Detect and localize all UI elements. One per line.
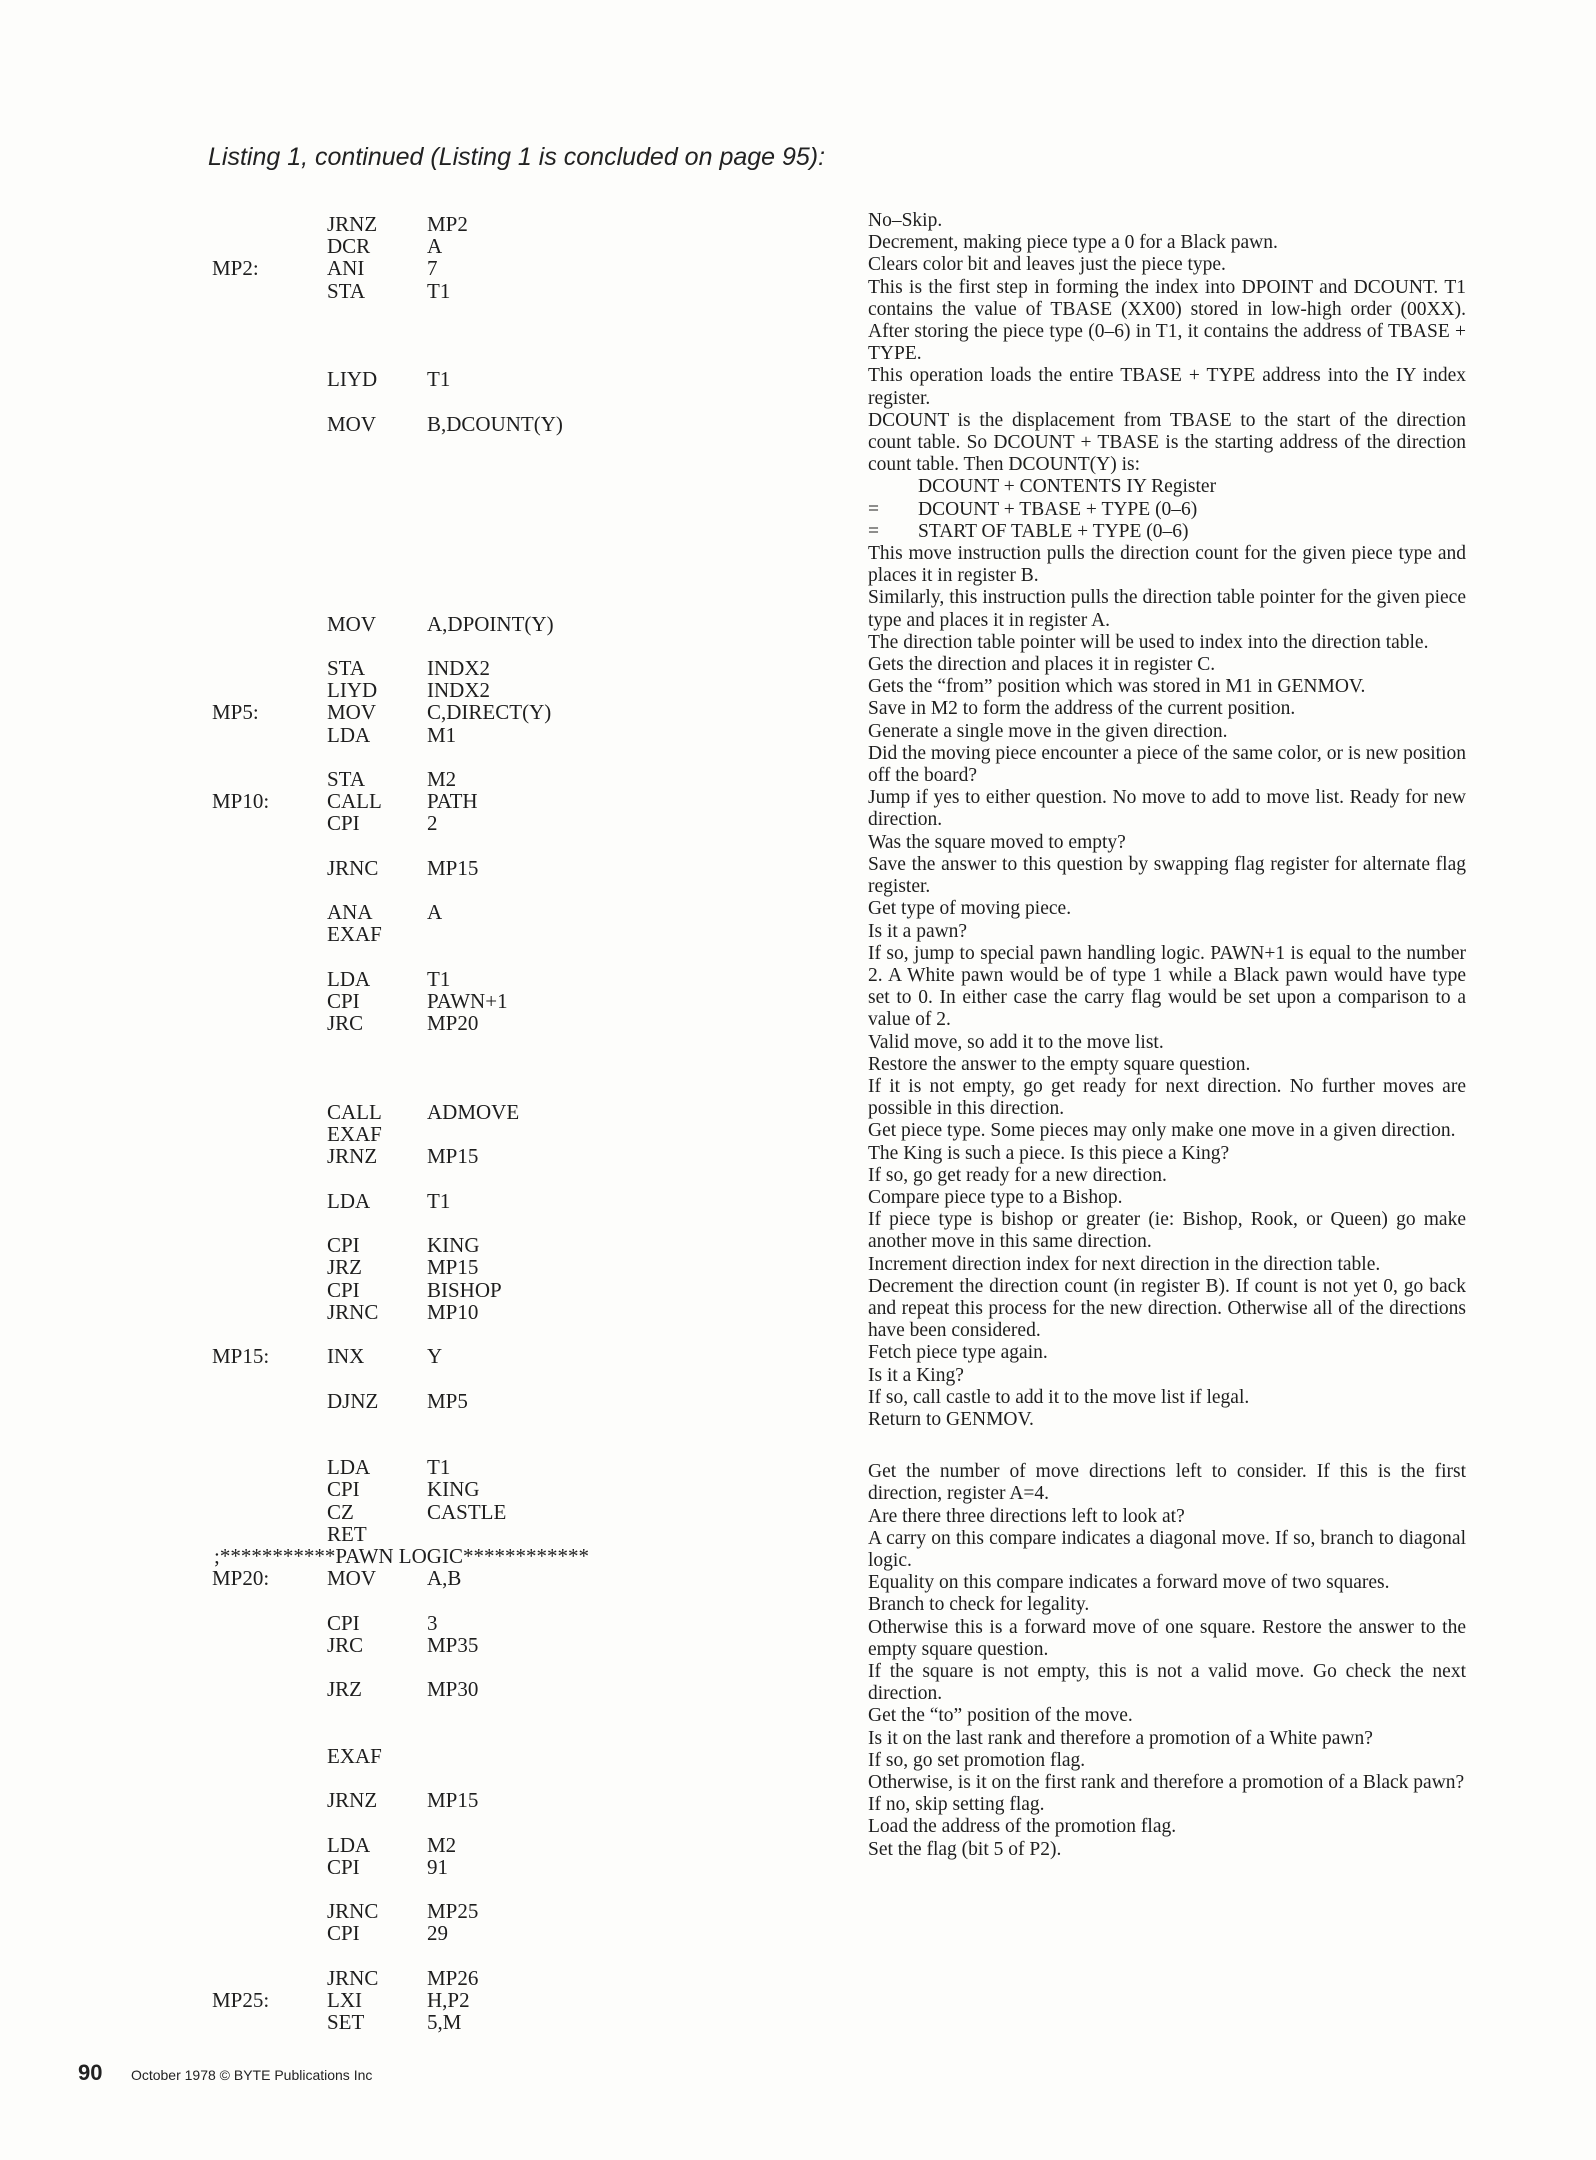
comment-formula-line [868, 476, 1466, 498]
comment-line: Restore the answer to the empty square question. [868, 1053, 1251, 1075]
code-operand: 3 [427, 1610, 438, 1635]
code-opcode: STA [327, 656, 365, 680]
code-operand: MP2 [427, 212, 468, 236]
comment-line: This move instruction pulls the direction count for the given piece type and places it in register B. [868, 543, 1466, 587]
code-opcode: CALL [327, 1100, 382, 1124]
code-operand: A [427, 234, 443, 259]
code-opcode: MOV [327, 411, 377, 436]
code-opcode: LDA [327, 1188, 371, 1213]
code-operand: KING [427, 1477, 480, 1502]
code-opcode: MOV [327, 700, 377, 725]
comment-line: Gets the direction and places it in register C. [868, 654, 1216, 676]
code-opcode: CPI [327, 1610, 360, 1635]
comment-line: Valid move, so add it to the move list. [868, 1031, 1164, 1053]
code-opcode: INX [327, 1344, 365, 1369]
code-operand: PATH [427, 789, 478, 814]
comment-line: Save in M2 to form the address of the current position. [868, 698, 1296, 720]
code-opcode: JRNZ [327, 1788, 378, 1813]
code-label: MP25: [212, 1988, 270, 2012]
code-operand: MP25 [427, 1899, 479, 1924]
code-opcode: JRC [327, 1632, 364, 1657]
code-opcode: CPI [327, 1277, 360, 1302]
comment-line: If so, go set promotion flag. [868, 1749, 1086, 1771]
code-label: MP15: [212, 1344, 270, 1369]
comment-line: Is it a King? [868, 1364, 964, 1386]
code-opcode: CPI [327, 1233, 360, 1258]
comment-line: Did the moving piece encounter a piece of the same color, or is new position off the board? [868, 742, 1466, 787]
code-opcode: JRNZ [327, 1144, 378, 1169]
code-opcode: LDA [327, 722, 371, 747]
comment-line: Get type of moving piece. [868, 898, 1072, 920]
listing-heading: Listing 1, continued (Listing 1 is concluded on page 95): [208, 143, 826, 171]
comment-line: The direction table pointer will be used to index into the direction table. [868, 631, 1429, 653]
copyright-line: October 1978 © BYTE Publications Inc [130, 2067, 373, 2083]
comment-line: Is it a pawn? [868, 920, 968, 942]
code-opcode: CPI [327, 989, 360, 1013]
code-operand: MP26 [427, 1965, 479, 1990]
code-opcode: CPI [327, 1477, 360, 1502]
code-opcode: DJNZ [327, 1388, 379, 1413]
code-operand: INDX2 [427, 656, 490, 680]
comment-line: If the square is not empty, this is not a valid move. Go check the next direction. [868, 1661, 1466, 1705]
comment-line: Fetch piece type again. [868, 1342, 1048, 1364]
comment-line: If so, go get ready for a new direction. [868, 1164, 1167, 1186]
code-opcode: CALL [327, 789, 382, 814]
comment-line: If piece type is bishop or greater (ie: Bishop, Rook, or Queen) go make another move in this same direction. [868, 1209, 1466, 1253]
code-operand: T1 [427, 966, 451, 991]
code-operand: ADMOVE [427, 1100, 520, 1124]
code-operand: KING [427, 1233, 480, 1258]
code-operand: Y [427, 1344, 443, 1369]
comment-line: Decrement, making piece type a 0 for a Black pawn. [868, 232, 1278, 254]
code-opcode: MOV [327, 611, 377, 636]
comment-line: If no, skip setting flag. [868, 1794, 1045, 1816]
code-opcode: EXAF [327, 1743, 382, 1768]
pawn-logic-banner: ;***********PAWN LOGIC************ [214, 1544, 589, 1568]
comment-line: Increment direction index for next direction in the direction table. [868, 1253, 1381, 1275]
formula-text: DCOUNT + TBASE + TYPE (0–6) [918, 498, 1198, 520]
code-opcode: STA [327, 767, 365, 791]
code-opcode: LXI [327, 1988, 362, 2012]
comment-line: If so, call castle to add it to the move list if legal. [868, 1386, 1250, 1408]
code-operand: 7 [427, 256, 438, 281]
code-operand: MP30 [427, 1677, 479, 1702]
code-label: MP2: [212, 256, 259, 281]
code-operand: C,DIRECT(Y) [427, 700, 552, 725]
code-operand: T1 [427, 278, 451, 303]
comment-line: Branch to check for legality. [868, 1594, 1090, 1616]
code-opcode: JRNC [327, 1299, 379, 1324]
comment-line: If it is not empty, go get ready for next direction. No further moves are possible in this direction. [868, 1075, 1466, 1120]
formula-text: START OF TABLE + TYPE (0–6) [918, 520, 1189, 542]
code-opcode: JRNZ [327, 212, 378, 236]
code-opcode: EXAF [327, 922, 382, 947]
code-opcode: JRNC [327, 855, 379, 880]
comment-line: Clears color bit and leaves just the piece type. [868, 254, 1226, 276]
code-opcode: JRZ [327, 1677, 363, 1702]
code-operand: T1 [427, 367, 451, 392]
code-opcode: ANA [327, 900, 373, 925]
formula-prefix: = [868, 520, 879, 542]
code-operand: M1 [427, 722, 457, 747]
code-opcode: EXAF [327, 1122, 382, 1147]
code-operand: INDX2 [427, 678, 490, 703]
page-number: 90 [78, 2060, 103, 2085]
code-label: MP10: [212, 789, 270, 814]
code-opcode: LIYD [327, 367, 378, 392]
comment-formula-line [868, 499, 1466, 521]
code-operand: 91 [427, 1854, 448, 1879]
comment-line: If so, jump to special pawn handling logic. PAWN+1 is equal to the number 2. A White pawn would be of type 1 while a Black pawn would have type set to 0. In either case the carry flag would be set upon a comparison to a value of 2. [868, 942, 1466, 1031]
comment-spacer [868, 1431, 1466, 1461]
code-opcode: CPI [327, 811, 360, 836]
code-operand: MP20 [427, 1011, 479, 1036]
code-operand: 2 [427, 811, 438, 836]
comment-line: Gets the “from” position which was stored in M1 in GENMOV. [868, 676, 1366, 698]
code-opcode: JRNC [327, 1899, 379, 1924]
comment-line: Compare piece type to a Bishop. [868, 1186, 1123, 1208]
comment-line: Save the answer to this question by swapping flag register for alternate flag register. [868, 853, 1466, 898]
code-opcode: JRZ [327, 1255, 363, 1280]
code-opcode: LDA [327, 966, 371, 991]
code-operand: 5,M [427, 2010, 462, 2035]
code-opcode: STA [327, 278, 365, 303]
comment-line: Decrement the direction count (in register B). If count is not yet 0, go back and repeat this process for the new direction. Otherwise all of the directions have been considered. [868, 1275, 1466, 1342]
comment-line: Set the flag (bit 5 of P2). [868, 1838, 1062, 1860]
comment-line: This operation loads the entire TBASE + TYPE address into the IY index register. [868, 365, 1466, 409]
comment-line: Get piece type. Some pieces may only make one move in a given direction. [868, 1120, 1456, 1142]
code-operand: MP15 [427, 1255, 479, 1280]
code-operand: M2 [427, 1832, 457, 1857]
comment-line: Load the address of the promotion flag. [868, 1816, 1177, 1838]
code-operand: B,DCOUNT(Y) [427, 411, 563, 436]
comment-line: Was the square moved to empty? [868, 831, 1126, 853]
code-opcode: JRNC [327, 1965, 379, 1990]
code-opcode: CPI [327, 1921, 360, 1946]
code-operand: T1 [427, 1455, 451, 1480]
comment-formula-line [868, 521, 1466, 543]
comment-line: Get the number of move directions left to consider. If this is the first direction, register A=4. [868, 1461, 1466, 1505]
comment-line: Similarly, this instruction pulls the direction table pointer for the given piece type and places it in register A. [868, 587, 1466, 631]
code-operand: A,B [427, 1566, 462, 1591]
code-operand: CASTLE [427, 1499, 507, 1524]
comment-line: Otherwise this is a forward move of one square. Restore the answer to the empty square question. [868, 1616, 1466, 1660]
comment-line: This is the first step in forming the index into DPOINT and DCOUNT. T1 contains the value of TBASE (XX00) stored in low-high order (00XX). After storing the piece type (0–6) in T1, it contains the address of TBASE + TYPE. [868, 276, 1466, 365]
code-opcode: LDA [327, 1455, 371, 1480]
code-label: MP20: [212, 1566, 270, 1591]
comment-line: The King is such a piece. Is this piece a King? [868, 1142, 1230, 1164]
code-operand: M2 [427, 767, 457, 791]
comment-line: Jump if yes to either question. No move to add to move list. Ready for new direction. [868, 787, 1466, 831]
comment-line: Get the “to” position of the move. [868, 1705, 1133, 1727]
code-operand: BISHOP [427, 1277, 502, 1302]
code-opcode: RET [327, 1521, 367, 1546]
comment-line: Return to GENMOV. [868, 1408, 1034, 1430]
code-operand: MP10 [427, 1299, 479, 1324]
code-opcode: ANI [327, 256, 365, 281]
code-opcode: DCR [327, 234, 371, 259]
code-opcode: CPI [327, 1854, 360, 1879]
code-operand: A [427, 900, 443, 925]
code-operand: MP5 [427, 1388, 468, 1413]
code-label: MP5: [212, 700, 259, 725]
comment-line: Equality on this compare indicates a forward move of two squares. [868, 1572, 1390, 1594]
code-opcode: LDA [327, 1832, 371, 1857]
code-opcode: CZ [327, 1499, 354, 1524]
comment-line: Are there three directions left to look at? [868, 1505, 1185, 1527]
comment-line: Generate a single move in the given direction. [868, 720, 1228, 742]
code-opcode: LIYD [327, 678, 378, 703]
code-opcode: SET [327, 2010, 365, 2035]
code-operand: MP15 [427, 855, 479, 880]
code-operand: MP35 [427, 1632, 479, 1657]
comment-line: Otherwise, is it on the first rank and therefore a promotion of a Black pawn? [868, 1772, 1465, 1794]
code-operand: 29 [427, 1921, 448, 1946]
formula-prefix: = [868, 498, 879, 520]
formula-text: DCOUNT + CONTENTS IY Register [918, 476, 1217, 498]
comment-line: DCOUNT is the displacement from TBASE to the start of the direction count table. So DCOUNT + TBASE is the starting address of the direction count table. Then DCOUNT(Y) is: [868, 409, 1466, 476]
page-footer [78, 2060, 372, 2086]
code-operand: T1 [427, 1188, 451, 1213]
comment-line: A carry on this compare indicates a diagonal move. If so, branch to diagonal logic. [868, 1527, 1466, 1571]
code-operand: A,DPOINT(Y) [427, 611, 554, 636]
code-operand: H,P2 [427, 1988, 470, 2012]
code-operand: MP15 [427, 1144, 479, 1169]
comment-line: No–Skip. [868, 210, 943, 231]
code-opcode: JRC [327, 1011, 364, 1036]
code-opcode: MOV [327, 1566, 377, 1591]
code-operand: MP15 [427, 1788, 479, 1813]
comment-column [868, 210, 1466, 1861]
code-operand: PAWN+1 [427, 989, 508, 1013]
comment-line: Is it on the last rank and therefore a promotion of a White pawn? [868, 1727, 1373, 1749]
